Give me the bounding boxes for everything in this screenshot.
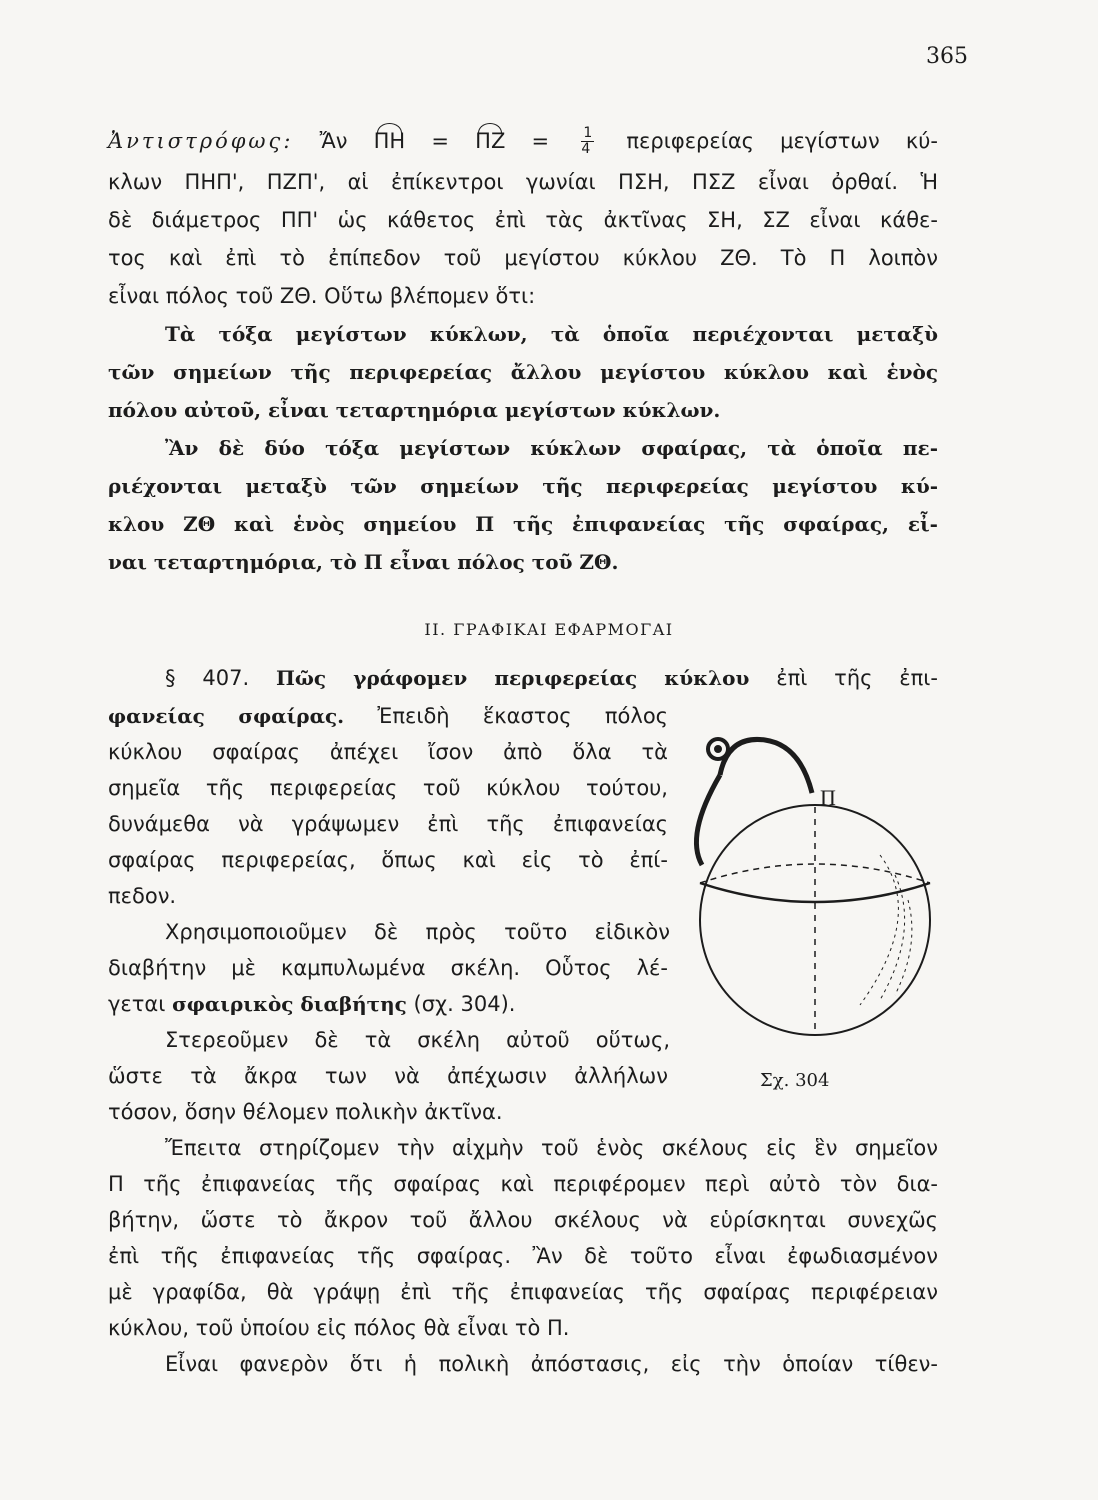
- section-title-tail: ἐπὶ τῆς ἐπι-: [776, 666, 938, 690]
- pole-label: Π: [820, 785, 836, 810]
- arc-ph: ΠΗ: [373, 128, 406, 153]
- bold-line-2: τῶν σημείων τῆς περιφερείας ἄλλου μεγίστου κύκλου καὶ ἑνὸς: [108, 360, 938, 384]
- bold-line-1: Τὰ τόξα μεγίστων κύκλων, τὰ ὁποῖα περιέχονται μεταξὺ: [165, 322, 938, 346]
- section-407-line-14: Ἔπειτα στηρίζομεν τὴν αἰχμὴν τοῦ ἑνὸς σκέλους εἰς ἓν σημεῖον: [165, 1136, 938, 1160]
- section-407-line-15: Π τῆς ἐπιφανείας τῆς σφαίρας καὶ περιφέρομεν περὶ αὐτὸ τὸν δια-: [108, 1172, 938, 1196]
- theorem-line-5: εἶναι πόλος τοῦ ΖΘ. Οὕτω βλέπομεν ὅτι:: [108, 284, 536, 308]
- text: (σχ. 304).: [413, 992, 516, 1016]
- text-an: Ἄν: [319, 128, 348, 153]
- section-407-line-11: Στερεοῦμεν δὲ τὰ σκέλη αὐτοῦ οὕτως,: [165, 1028, 670, 1052]
- section-407-line-13: τόσον, ὅσην θέλομεν πολικὴν ἀκτῖνα.: [108, 1100, 503, 1124]
- section-407-line-6: σφαίρας περιφερείας, ὅπως καὶ εἰς τὸ ἐπί-: [108, 848, 668, 872]
- arc-pz: ΠΖ: [475, 128, 506, 153]
- shading-lines: [860, 855, 912, 1005]
- fraction-quarter: [581, 126, 594, 158]
- text: γεται: [108, 992, 166, 1016]
- section-407-line-9: διαβήτην μὲ καμπυλωμένα σκέλη. Οὗτος λέ-: [108, 956, 668, 980]
- section-407-line-7: πεδον.: [108, 884, 177, 908]
- section-407-line-5: δυνάμεθα νὰ γράψωμεν ἐπὶ τῆς ἐπιφανείας: [108, 812, 668, 836]
- section-407-line-12: ὥστε τὰ ἄκρα των νὰ ἀπέχωσιν ἀλλήλων: [108, 1064, 668, 1088]
- bold-line-7: ναι τεταρτημόρια, τὸ Π εἶναι πόλος τοῦ ΖΘ.: [108, 550, 619, 574]
- converse-label: Ἀντιστρόφως:: [108, 128, 294, 153]
- section-407-line-16: βήτην, ὥστε τὸ ἄκρον τοῦ ἄλλου σκέλους νὰ εὑρίσκηται συνεχῶς: [108, 1208, 938, 1232]
- term-spherical-compass: σφαιρικὸς διαβήτης: [172, 992, 407, 1016]
- section-407-line-17: ἐπὶ τῆς ἐπιφανείας τῆς σφαίρας. Ἂν δὲ τοῦτο εἶναι ἐφωδιασμένον: [108, 1244, 938, 1268]
- compass-pin: [715, 746, 721, 752]
- compass-arm-lower: [696, 775, 720, 865]
- bold-line-6: κλου ΖΘ καὶ ἑνὸς σημείου Π τῆς ἐπιφανείας τῆς σφαίρας, εἶ-: [108, 512, 938, 536]
- figure-spherical-compass: [680, 715, 980, 1045]
- theorem-line-4: τος καὶ ἐπὶ τὸ ἐπίπεδον τοῦ μεγίστου κύκλου ΖΘ. Τὸ Π λοιπὸν: [108, 246, 938, 270]
- figure-caption: Σχ. 304: [760, 1070, 830, 1091]
- section-number: § 407.: [165, 666, 250, 690]
- section-407-line-8: Χρησιμοποιοῦμεν δὲ πρὸς τοῦτο εἰδικὸν: [165, 920, 670, 944]
- section-407-line-4: σημεῖα τῆς περιφερείας τοῦ κύκλου τούτου,: [108, 776, 668, 800]
- bold-line-4: Ἂν δὲ δύο τόξα μεγίστων κύκλων σφαίρας, τὰ ὁποῖα πε-: [165, 436, 938, 460]
- fraction-numerator: 1: [583, 125, 593, 141]
- section-title-cont: φανείας σφαίρας.: [108, 704, 345, 728]
- section-heading: ΙΙ. ΓΡΑΦΙΚΑΙ ΕΦΑΡΜΟΓΑΙ: [424, 620, 674, 639]
- equals-sign: =: [431, 128, 449, 153]
- bold-line-3: πόλου αὐτοῦ, εἶναι τεταρτημόρια μεγίστων κύκλων.: [108, 398, 721, 422]
- section-407-line-3: κύκλου σφαίρας ἀπέχει ἴσον ἀπὸ ὅλα τὰ: [108, 740, 668, 764]
- section-407-line-20: Εἶναι φανερὸν ὅτι ἡ πολικὴ ἀπόστασις, εἰς τὴν ὁποίαν τίθεν-: [165, 1352, 938, 1376]
- page-number: 365: [926, 44, 968, 69]
- section-407-line-10: [108, 994, 668, 1015]
- text: Ἐπειδὴ ἕκαστος πόλος: [377, 704, 668, 728]
- theorem-line-1: [108, 126, 938, 158]
- section-title: Πῶς γράφομεν περιφερείας κύκλου: [275, 666, 750, 690]
- equals-sign: =: [531, 128, 550, 153]
- compass-arm-upper: [720, 739, 812, 793]
- bold-line-5: ριέχονται μεταξὺ τῶν σημείων τῆς περιφερείας μεγίστου κύ-: [108, 474, 938, 498]
- theorem-line-3: δὲ διάμετρος ΠΠ' ὡς κάθετος ἐπὶ τὰς ἀκτῖνας ΣΗ, ΣΖ εἶναι κάθε-: [108, 208, 938, 232]
- text-line1-rest: περιφερείας μεγίστων κύ-: [626, 128, 938, 153]
- section-407-title: [165, 668, 938, 689]
- theorem-line-2: κλων ΠΗΠ', ΠΖΠ', αἱ ἐπίκεντροι γωνίαι ΠΣΗ, ΠΣΖ εἶναι ὀρθαί. Ἡ: [108, 170, 938, 194]
- section-407-line-18: μὲ γραφίδα, θὰ γράψῃ ἐπὶ τῆς ἐπιφανείας τῆς σφαίρας περιφέρειαν: [108, 1280, 938, 1304]
- fraction-denominator: 4: [581, 141, 591, 158]
- section-407-line-19: κύκλου, τοῦ ὑποίου εἰς πόλος θὰ εἶναι τὸ Π.: [108, 1316, 570, 1340]
- section-407-line-2: [108, 706, 668, 727]
